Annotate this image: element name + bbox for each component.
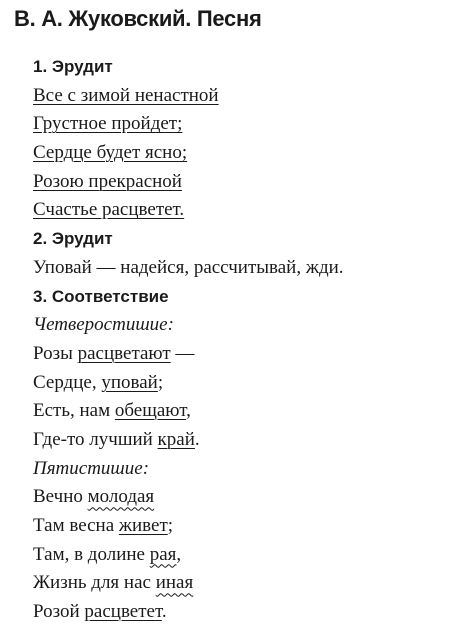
marked-word: расцветают <box>77 342 171 364</box>
poem-line <box>33 512 453 541</box>
section-2-heading: 2. Эрудит <box>33 229 113 249</box>
section-1-heading: 1. Эрудит <box>33 57 113 76</box>
quatrain-label: Четверостишие: <box>33 314 174 336</box>
poem-line <box>33 569 453 598</box>
poem-line <box>33 483 453 512</box>
line-text: , <box>186 400 191 422</box>
poem-line <box>33 369 453 398</box>
line-text: Где-то лучший <box>33 428 158 450</box>
line-text: ; <box>157 371 164 393</box>
section-3-heading: 3. Соответствие <box>33 286 169 306</box>
line-text: . <box>194 428 200 450</box>
worksheet-content <box>33 53 453 627</box>
poem-line <box>33 397 453 426</box>
line-text: Сердце, <box>33 371 102 393</box>
line-text: Розы <box>33 342 78 364</box>
line-text: Розой <box>33 601 85 623</box>
poem-line <box>33 168 453 197</box>
marked-word: живет <box>118 515 168 536</box>
page-title: В. А. Жуковский. Песня <box>14 6 262 31</box>
line-text: ; <box>167 515 174 536</box>
marked-word: уповай <box>101 371 158 393</box>
line-text: Есть, нам <box>33 400 115 422</box>
marked-word: рая <box>149 543 177 565</box>
underlined-text: Счастье расцветет. <box>33 199 185 221</box>
poem-line <box>33 541 453 570</box>
definition-text: Уповай — надейся, рассчитывай, жди. <box>33 256 344 278</box>
line-text: Жизнь для нас <box>33 572 156 594</box>
underlined-text: Розою прекрасной <box>33 170 182 192</box>
line-text: — <box>170 342 195 364</box>
line-text: Там весна <box>33 515 119 536</box>
poem-line <box>33 598 453 627</box>
line-text: Вечно <box>33 486 88 508</box>
marked-word: обещают <box>114 400 187 422</box>
underlined-text: Грустное пройдет; <box>33 113 183 135</box>
underlined-text: Все с зимой ненастной <box>33 84 219 106</box>
poem-line <box>33 196 453 225</box>
poem-line <box>33 340 453 369</box>
marked-word: расцветет <box>84 601 162 623</box>
poem-line <box>33 82 453 111</box>
marked-word: край <box>157 428 195 450</box>
line-text: , <box>176 543 182 565</box>
marked-word: молодая <box>87 486 155 508</box>
pentastich-label: Пятистишие: <box>33 457 150 479</box>
line-text: Там, в долине <box>33 543 150 565</box>
line-text: . <box>161 601 167 623</box>
poem-line <box>33 110 453 139</box>
poem-line <box>33 426 453 455</box>
marked-word: иная <box>155 572 194 594</box>
poem-line <box>33 139 453 168</box>
underlined-text: Сердце будет ясно; <box>33 142 188 164</box>
